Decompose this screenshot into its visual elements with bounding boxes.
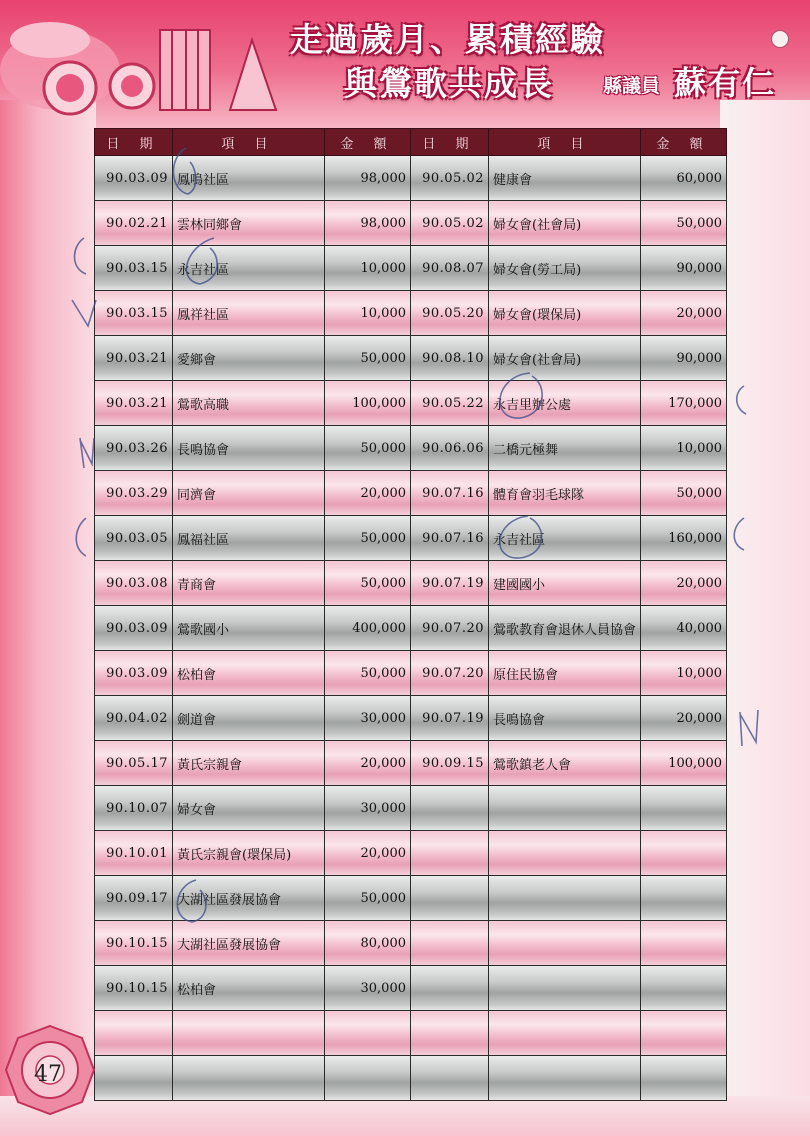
date-cell — [411, 921, 489, 966]
amount-cell: 10,000 — [641, 651, 727, 696]
amount-cell: 20,000 — [325, 831, 411, 876]
item-cell — [489, 1011, 641, 1056]
table-row — [95, 651, 727, 696]
date-cell: 90.03.08 — [95, 561, 173, 606]
date-cell: 90.03.21 — [95, 336, 173, 381]
date-cell — [95, 1056, 173, 1101]
table-row — [95, 156, 727, 201]
date-cell: 90.05.20 — [411, 291, 489, 336]
date-cell: 90.05.02 — [411, 201, 489, 246]
role-label: 縣議員 — [603, 75, 661, 97]
item-cell: 永吉里辦公處 — [489, 381, 641, 426]
amount-cell: 50,000 — [641, 201, 727, 246]
item-cell: 體育會羽毛球隊 — [489, 471, 641, 516]
table-row — [95, 696, 727, 741]
item-cell: 鳳鳴社區 — [173, 156, 325, 201]
amount-cell: 50,000 — [325, 516, 411, 561]
amount-cell — [641, 921, 727, 966]
date-cell — [411, 831, 489, 876]
amount-cell: 10,000 — [641, 426, 727, 471]
binder-hole — [771, 30, 789, 48]
table-row — [95, 831, 727, 876]
date-cell: 90.10.07 — [95, 786, 173, 831]
amount-cell — [641, 876, 727, 921]
person-name: 蘇有仁 — [674, 64, 777, 102]
amount-cell: 80,000 — [325, 921, 411, 966]
amount-cell: 50,000 — [641, 471, 727, 516]
date-cell: 90.08.07 — [411, 246, 489, 291]
amount-cell: 400,000 — [325, 606, 411, 651]
date-cell: 90.06.06 — [411, 426, 489, 471]
item-cell: 松柏會 — [173, 966, 325, 1011]
table-row — [95, 786, 727, 831]
bottom-margin-decoration — [0, 1096, 810, 1136]
item-cell — [489, 786, 641, 831]
date-cell: 90.03.09 — [95, 606, 173, 651]
date-cell: 90.03.21 — [95, 381, 173, 426]
item-cell: 長鳴協會 — [173, 426, 325, 471]
date-cell: 90.07.20 — [411, 651, 489, 696]
table-row — [95, 291, 727, 336]
date-cell: 90.08.10 — [411, 336, 489, 381]
item-cell: 鳳福社區 — [173, 516, 325, 561]
item-cell: 鶯歌教育會退休人員協會 — [489, 606, 641, 651]
table-row — [95, 246, 727, 291]
date-cell: 90.05.02 — [411, 156, 489, 201]
amount-cell: 20,000 — [641, 561, 727, 606]
date-cell: 90.09.17 — [95, 876, 173, 921]
item-cell: 婦女會(社會局) — [489, 201, 641, 246]
item-cell: 婦女會(社會局) — [489, 336, 641, 381]
item-cell: 松柏會 — [173, 651, 325, 696]
amount-cell: 50,000 — [325, 336, 411, 381]
amount-cell: 100,000 — [325, 381, 411, 426]
date-cell: 90.10.15 — [95, 921, 173, 966]
date-cell: 90.03.15 — [95, 291, 173, 336]
amount-cell — [325, 1011, 411, 1056]
item-cell: 鶯歌國小 — [173, 606, 325, 651]
item-cell — [173, 1011, 325, 1056]
date-cell: 90.03.26 — [95, 426, 173, 471]
amount-cell: 100,000 — [641, 741, 727, 786]
item-cell: 鳳祥社區 — [173, 291, 325, 336]
item-cell: 長鳴協會 — [489, 696, 641, 741]
date-cell — [95, 1011, 173, 1056]
amount-cell: 40,000 — [641, 606, 727, 651]
amount-cell: 90,000 — [641, 336, 727, 381]
table-row — [95, 921, 727, 966]
date-cell: 90.04.02 — [95, 696, 173, 741]
amount-cell — [641, 966, 727, 1011]
amount-cell: 30,000 — [325, 696, 411, 741]
table-row — [95, 426, 727, 471]
table-row — [95, 606, 727, 651]
column-header-date: 日 期 — [411, 129, 489, 156]
table-row — [95, 201, 727, 246]
item-cell: 永吉社區 — [489, 516, 641, 561]
date-cell: 90.02.21 — [95, 201, 173, 246]
item-cell — [489, 966, 641, 1011]
item-cell: 婦女會 — [173, 786, 325, 831]
item-cell: 愛鄉會 — [173, 336, 325, 381]
amount-cell: 98,000 — [325, 201, 411, 246]
item-cell: 原住民協會 — [489, 651, 641, 696]
amount-cell: 170,000 — [641, 381, 727, 426]
table-header-row — [95, 129, 727, 156]
amount-cell: 50,000 — [325, 651, 411, 696]
amount-cell: 10,000 — [325, 246, 411, 291]
amount-cell — [641, 1011, 727, 1056]
amount-cell: 50,000 — [325, 876, 411, 921]
item-cell — [489, 831, 641, 876]
donation-table — [94, 128, 727, 1101]
table-row — [95, 516, 727, 561]
amount-cell: 20,000 — [641, 696, 727, 741]
amount-cell: 20,000 — [325, 471, 411, 516]
date-cell — [411, 876, 489, 921]
table-row — [95, 381, 727, 426]
date-cell: 90.05.17 — [95, 741, 173, 786]
table-row — [95, 966, 727, 1011]
amount-cell: 50,000 — [325, 426, 411, 471]
item-cell: 婦女會(環保局) — [489, 291, 641, 336]
item-cell: 雲林同鄉會 — [173, 201, 325, 246]
amount-cell — [641, 786, 727, 831]
table-row — [95, 471, 727, 516]
right-margin-decoration — [720, 100, 810, 1136]
item-cell: 劍道會 — [173, 696, 325, 741]
date-cell: 90.03.05 — [95, 516, 173, 561]
date-cell — [411, 1011, 489, 1056]
column-header-amount: 金 額 — [325, 129, 411, 156]
amount-cell — [325, 1056, 411, 1101]
page-number: 47 — [34, 1062, 62, 1087]
date-cell: 90.07.16 — [411, 471, 489, 516]
item-cell: 黃氏宗親會 — [173, 741, 325, 786]
table-row — [95, 741, 727, 786]
page-title-line1: 走過歲月、累積經驗 — [290, 20, 605, 59]
amount-cell — [641, 1056, 727, 1101]
item-cell: 二橋元極舞 — [489, 426, 641, 471]
date-cell: 90.10.15 — [95, 966, 173, 1011]
amount-cell — [641, 831, 727, 876]
date-cell: 90.05.22 — [411, 381, 489, 426]
table-row — [95, 561, 727, 606]
date-cell — [411, 1056, 489, 1101]
date-cell — [411, 966, 489, 1011]
table-row — [95, 1011, 727, 1056]
date-cell: 90.03.09 — [95, 651, 173, 696]
item-cell — [489, 1056, 641, 1101]
amount-cell: 50,000 — [325, 561, 411, 606]
left-margin-decoration — [0, 100, 96, 1136]
column-header-item: 項 目 — [173, 129, 325, 156]
table-row — [95, 876, 727, 921]
item-cell — [489, 876, 641, 921]
amount-cell: 98,000 — [325, 156, 411, 201]
column-header-date: 日 期 — [95, 129, 173, 156]
page-title-line2: 與鶯歌共成長 — [344, 64, 554, 103]
item-cell: 建國國小 — [489, 561, 641, 606]
date-cell: 90.07.19 — [411, 561, 489, 606]
item-cell: 鶯歌鎮老人會 — [489, 741, 641, 786]
item-cell: 婦女會(勞工局) — [489, 246, 641, 291]
item-cell: 青商會 — [173, 561, 325, 606]
date-cell: 90.07.16 — [411, 516, 489, 561]
amount-cell: 10,000 — [325, 291, 411, 336]
amount-cell: 30,000 — [325, 786, 411, 831]
item-cell: 大湖社區發展協會 — [173, 876, 325, 921]
column-header-item: 項 目 — [489, 129, 641, 156]
item-cell: 同濟會 — [173, 471, 325, 516]
column-header-amount: 金 額 — [641, 129, 727, 156]
item-cell: 黃氏宗親會(環保局) — [173, 831, 325, 876]
date-cell: 90.09.15 — [411, 741, 489, 786]
date-cell: 90.07.20 — [411, 606, 489, 651]
amount-cell: 20,000 — [325, 741, 411, 786]
table-row — [95, 1056, 727, 1101]
amount-cell: 90,000 — [641, 246, 727, 291]
item-cell: 健康會 — [489, 156, 641, 201]
item-cell — [489, 921, 641, 966]
date-cell: 90.03.09 — [95, 156, 173, 201]
date-cell: 90.10.01 — [95, 831, 173, 876]
amount-cell: 60,000 — [641, 156, 727, 201]
table-row — [95, 336, 727, 381]
item-cell: 鶯歌高職 — [173, 381, 325, 426]
amount-cell: 20,000 — [641, 291, 727, 336]
amount-cell: 160,000 — [641, 516, 727, 561]
date-cell: 90.03.15 — [95, 246, 173, 291]
date-cell: 90.03.29 — [95, 471, 173, 516]
teapot-illustration — [0, 0, 280, 120]
item-cell: 永吉社區 — [173, 246, 325, 291]
date-cell — [411, 786, 489, 831]
item-cell — [173, 1056, 325, 1101]
item-cell: 大湖社區發展協會 — [173, 921, 325, 966]
date-cell: 90.07.19 — [411, 696, 489, 741]
amount-cell: 30,000 — [325, 966, 411, 1011]
